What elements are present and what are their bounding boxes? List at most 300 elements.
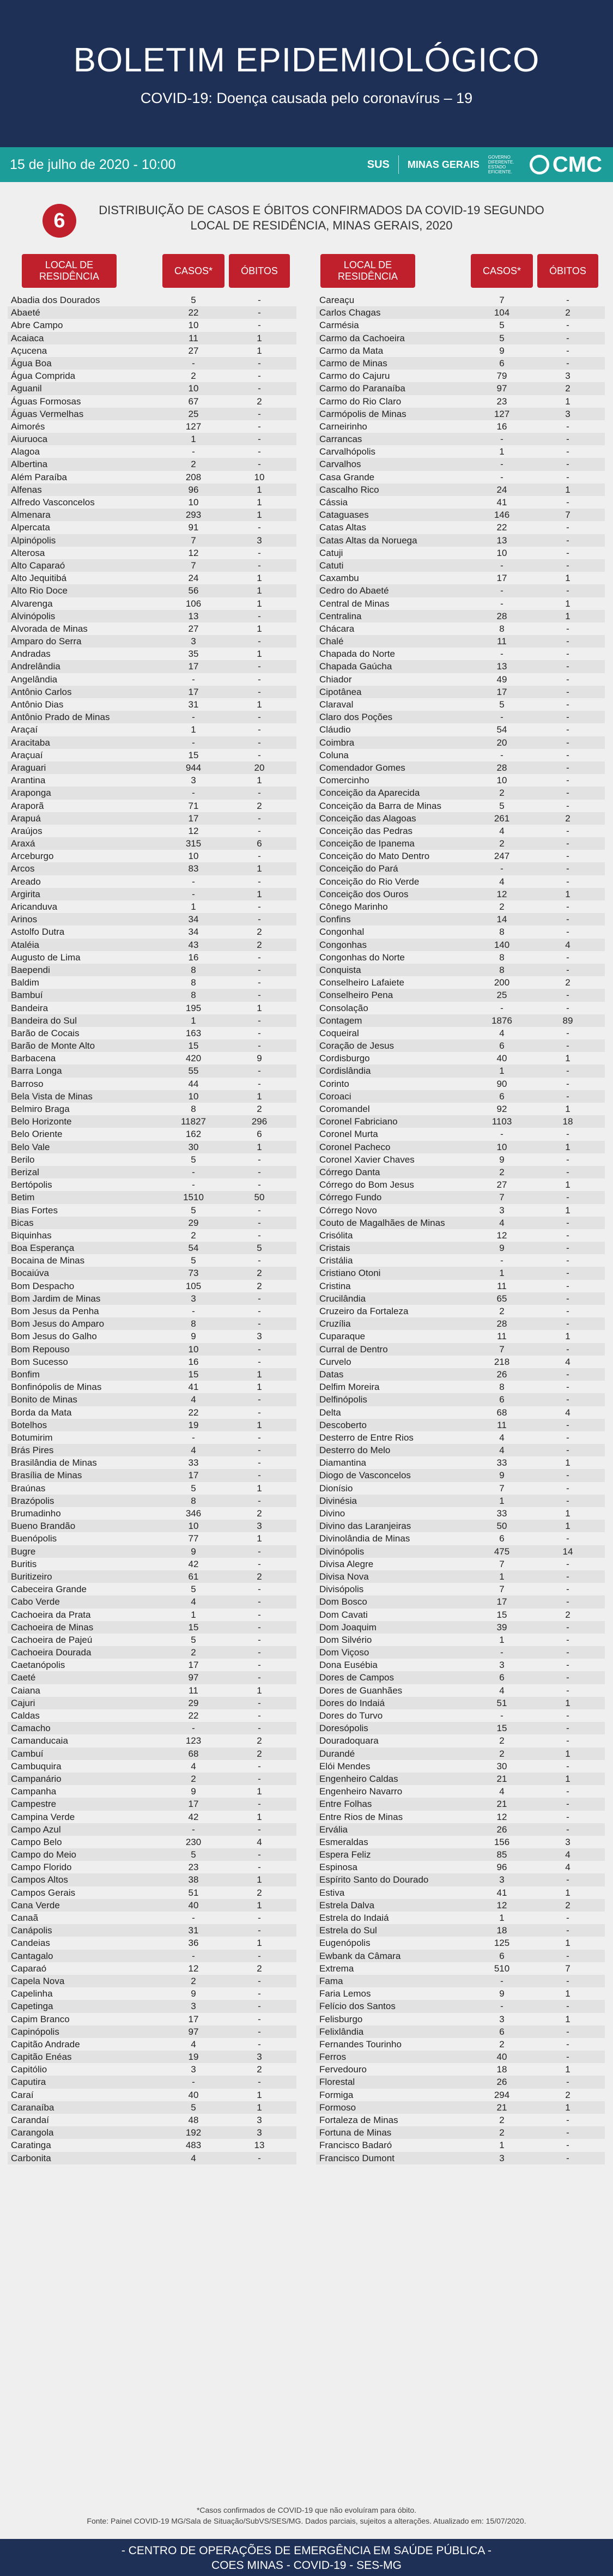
- row-cases: 97: [188, 1672, 199, 1683]
- row-cases: 42: [188, 1558, 199, 1569]
- row-municipality: Almenara: [11, 510, 51, 521]
- row-deaths: -: [258, 1546, 261, 1557]
- row-deaths: 2: [257, 2064, 262, 2075]
- table-row: [316, 1444, 605, 1456]
- row-municipality: Baependi: [11, 964, 50, 975]
- table-row: [8, 837, 296, 850]
- row-municipality: Capinópolis: [11, 2026, 59, 2037]
- row-municipality: Brumadinho: [11, 1508, 61, 1519]
- row-deaths: -: [566, 1799, 569, 1810]
- row-municipality: Delfinópolis: [319, 1394, 367, 1405]
- row-cases: 29: [188, 1217, 199, 1228]
- row-municipality: Carneirinho: [319, 421, 367, 432]
- row-cases: 6: [499, 1533, 505, 1544]
- row-deaths: -: [258, 902, 261, 912]
- row-cases: 8: [191, 1104, 196, 1114]
- row-cases: 33: [188, 1458, 199, 1468]
- row-deaths: -: [258, 383, 261, 394]
- row-municipality: Conceição da Barra de Minas: [319, 800, 441, 811]
- row-deaths: -: [258, 1015, 261, 1026]
- row-cases: 7: [499, 1192, 505, 1203]
- row-deaths: 1: [565, 610, 570, 621]
- row-municipality: Caranaíba: [11, 2102, 54, 2113]
- row-cases: 48: [188, 2115, 199, 2125]
- row-municipality: Baldim: [11, 977, 39, 988]
- table-row: [8, 547, 296, 559]
- table-row: [8, 1431, 296, 1444]
- table-row: [8, 2152, 296, 2164]
- row-cases: 346: [185, 1508, 202, 1519]
- table-row: [316, 382, 605, 395]
- row-deaths: -: [566, 1192, 569, 1203]
- table-row: [8, 1873, 296, 1886]
- row-municipality: Coração de Jesus: [319, 1041, 394, 1051]
- row-deaths: -: [566, 1571, 569, 1582]
- row-deaths: 1: [565, 396, 570, 407]
- row-deaths: 1: [257, 1002, 262, 1013]
- row-municipality: Carmo do Cajuru: [319, 371, 390, 382]
- row-municipality: Brasília de Minas: [11, 1470, 82, 1481]
- table-row: [316, 1734, 605, 1747]
- row-deaths: -: [258, 2077, 261, 2088]
- row-municipality: Cristiano Otoni: [319, 1268, 381, 1279]
- row-municipality: Bom Despacho: [11, 1280, 75, 1291]
- row-cases: 4: [191, 2039, 196, 2049]
- table-row: [316, 1987, 605, 2000]
- table-row: [316, 1456, 605, 1469]
- row-cases: 9: [499, 1988, 505, 1999]
- row-cases: 1: [191, 1015, 196, 1026]
- row-deaths: 2: [257, 396, 262, 407]
- row-cases: 34: [188, 914, 199, 925]
- row-cases: 4: [499, 1445, 505, 1456]
- row-cases: 127: [494, 408, 510, 419]
- row-deaths: -: [258, 1255, 261, 1266]
- table-row: [8, 1153, 296, 1166]
- row-deaths: 4: [257, 1836, 262, 1847]
- row-cases: 42: [188, 1811, 199, 1822]
- row-municipality: Ewbank da Câmara: [319, 1950, 401, 1961]
- table-row: [8, 584, 296, 597]
- row-deaths: -: [566, 1041, 569, 1051]
- table-row: [8, 1722, 296, 1734]
- row-cases: 9: [499, 1154, 505, 1165]
- row-municipality: Fama: [319, 1975, 343, 1986]
- row-cases: 156: [494, 1836, 510, 1847]
- table-row: [316, 1469, 605, 1481]
- table-row: [8, 1987, 296, 2000]
- row-municipality: Bertópolis: [11, 1180, 52, 1190]
- row-deaths: -: [258, 1584, 261, 1595]
- row-cases: 5: [191, 295, 196, 305]
- row-cases: -: [500, 1647, 503, 1658]
- row-deaths: 1: [565, 598, 570, 609]
- row-cases: 19: [188, 2052, 199, 2063]
- row-municipality: Bugre: [11, 1546, 36, 1557]
- table-row: [316, 1747, 605, 1760]
- row-cases: 11: [497, 1331, 507, 1342]
- table-row: [316, 660, 605, 673]
- row-municipality: Águas Formosas: [11, 396, 81, 407]
- row-municipality: Conceição dos Ouros: [319, 888, 409, 899]
- row-municipality: Dom Joaquim: [319, 1622, 377, 1632]
- row-municipality: Divisa Nova: [319, 1571, 369, 1582]
- table-row: [316, 2076, 605, 2088]
- row-cases: 4: [499, 876, 505, 887]
- row-municipality: Formiga: [319, 2089, 354, 2100]
- row-municipality: Cruzeiro da Fortaleza: [319, 1306, 409, 1316]
- row-deaths: -: [258, 1950, 261, 1961]
- row-deaths: 3: [257, 2115, 262, 2125]
- row-cases: 15: [188, 1369, 199, 1380]
- table-row: [316, 1406, 605, 1419]
- row-municipality: Conceição do Mato Dentro: [319, 851, 430, 862]
- row-cases: 43: [188, 939, 199, 950]
- row-cases: 5: [499, 699, 505, 710]
- row-cases: 2: [499, 902, 505, 912]
- row-cases: 17: [188, 1470, 199, 1481]
- row-municipality: Camanducaia: [11, 1736, 68, 1746]
- row-deaths: -: [258, 1078, 261, 1089]
- table-row: [316, 509, 605, 521]
- table-row: [316, 1975, 605, 1987]
- row-cases: 15: [188, 1622, 199, 1632]
- row-deaths: -: [566, 2115, 569, 2125]
- row-deaths: -: [566, 522, 569, 533]
- row-deaths: -: [566, 1950, 569, 1961]
- table-row: [8, 812, 296, 825]
- row-deaths: -: [566, 471, 569, 482]
- row-cases: -: [192, 1824, 195, 1835]
- row-cases: 7: [499, 1584, 505, 1595]
- row-deaths: 1: [565, 1104, 570, 1114]
- row-cases: 8: [191, 1319, 196, 1329]
- row-municipality: Aimorés: [11, 421, 45, 432]
- table-row: [316, 1634, 605, 1646]
- bulletin-subtitle: COVID-19: Doença causada pelo coronavírus – 19: [140, 90, 473, 106]
- row-deaths: -: [566, 2140, 569, 2151]
- table-row: [316, 521, 605, 534]
- row-municipality: Abre Campo: [11, 320, 63, 331]
- row-deaths: -: [258, 1041, 261, 1051]
- row-municipality: Dona Eusébia: [319, 1660, 378, 1671]
- row-municipality: Chapada do Norte: [319, 649, 395, 660]
- row-municipality: Aracitaba: [11, 737, 50, 748]
- row-cases: 195: [185, 1002, 202, 1013]
- row-deaths: -: [258, 1558, 261, 1569]
- row-municipality: Belmiro Braga: [11, 1104, 70, 1114]
- row-municipality: Alterosa: [11, 547, 45, 558]
- row-deaths: -: [566, 724, 569, 735]
- table-row: [8, 1520, 296, 1532]
- table-row: [316, 1128, 605, 1140]
- row-deaths: -: [566, 1432, 569, 1443]
- row-cases: 56: [188, 585, 199, 596]
- row-municipality: Arinos: [11, 914, 38, 925]
- row-deaths: -: [258, 1394, 261, 1405]
- row-deaths: 296: [251, 1116, 268, 1127]
- table-row: [316, 1785, 605, 1798]
- table-row: [8, 1760, 296, 1773]
- row-cases: 104: [494, 307, 510, 318]
- row-municipality: Coronel Fabriciano: [319, 1116, 398, 1127]
- row-municipality: Bocaiúva: [11, 1268, 49, 1279]
- row-deaths: -: [258, 560, 261, 571]
- table-row: [316, 1368, 605, 1381]
- row-deaths: -: [566, 320, 569, 331]
- table-row: [8, 1419, 296, 1431]
- table-row: [316, 635, 605, 648]
- table-row: [316, 1760, 605, 1773]
- table-row: [316, 1242, 605, 1254]
- row-cases: 2: [499, 2039, 505, 2049]
- table-row: [8, 1975, 296, 1987]
- row-deaths: 1: [565, 1773, 570, 1784]
- row-cases: 6: [499, 2026, 505, 2037]
- row-deaths: 3: [257, 1521, 262, 1532]
- left-header-deaths: ÓBITOS: [229, 254, 290, 288]
- row-municipality: Abadia dos Dourados: [11, 295, 100, 305]
- row-municipality: Conceição das Pedras: [319, 825, 413, 836]
- row-cases: 1: [499, 2140, 505, 2151]
- table-row: [8, 559, 296, 572]
- row-cases: 20: [496, 737, 507, 748]
- row-municipality: Barra Longa: [11, 1066, 62, 1077]
- row-deaths: -: [566, 547, 569, 558]
- row-municipality: Dom Viçoso: [319, 1647, 369, 1658]
- row-deaths: -: [566, 788, 569, 799]
- table-row: [8, 382, 296, 395]
- row-cases: 25: [496, 990, 507, 1001]
- row-cases: 5: [191, 1584, 196, 1595]
- row-deaths: -: [258, 914, 261, 925]
- table-row: [316, 1267, 605, 1279]
- table-row: [8, 1103, 296, 1115]
- row-deaths: -: [566, 1445, 569, 1456]
- table-row: [316, 1393, 605, 1406]
- row-municipality: Divinésia: [319, 1495, 357, 1506]
- table-row: [8, 1343, 296, 1356]
- date-bar: [0, 147, 613, 182]
- row-municipality: Consolação: [319, 1002, 368, 1013]
- row-municipality: Capela Nova: [11, 1975, 65, 1986]
- row-deaths: -: [566, 1280, 569, 1291]
- row-municipality: Capitão Andrade: [11, 2039, 80, 2049]
- row-cases: 420: [185, 1053, 202, 1064]
- table-row: [316, 597, 605, 610]
- row-municipality: Aricanduva: [11, 902, 58, 912]
- table-row: [316, 1570, 605, 1583]
- table-row: [316, 875, 605, 888]
- row-cases: 3: [191, 2001, 196, 2012]
- row-cases: -: [500, 863, 503, 874]
- row-deaths: -: [566, 1166, 569, 1177]
- table-row: [8, 1861, 296, 1873]
- row-deaths: -: [258, 434, 261, 445]
- table-row: [316, 749, 605, 761]
- row-deaths: -: [258, 459, 261, 470]
- row-cases: 10: [188, 1344, 199, 1354]
- row-municipality: Betim: [11, 1192, 35, 1203]
- row-cases: 7: [191, 560, 196, 571]
- right-header-local: LOCAL DE RESIDÊNCIA: [320, 254, 415, 288]
- row-municipality: Francisco Badaró: [319, 2140, 392, 2151]
- row-deaths: -: [566, 1293, 569, 1304]
- row-deaths: -: [566, 737, 569, 748]
- row-municipality: Cruzília: [319, 1319, 351, 1329]
- row-cases: 2: [499, 1166, 505, 1177]
- row-deaths: -: [566, 851, 569, 862]
- table-row: [8, 1090, 296, 1103]
- row-municipality: Bueno Brandão: [11, 1521, 76, 1532]
- row-cases: 127: [185, 421, 202, 432]
- row-cases: 2: [191, 1975, 196, 1986]
- table-row: [8, 1545, 296, 1558]
- table-row: [316, 2139, 605, 2151]
- row-cases: 4: [191, 2152, 196, 2163]
- footnote-source: Fonte: Painel COVID-19 MG/Sala de Situação/SubVS/SES/MG. Dados parciais, sujeitos a alterações. Atualizado em: 15/07/2020.: [87, 2517, 526, 2525]
- table-row: [316, 1065, 605, 1077]
- row-cases: 7: [499, 1558, 505, 1569]
- row-deaths: 2: [257, 1104, 262, 1114]
- row-cases: -: [192, 788, 195, 799]
- row-deaths: -: [258, 851, 261, 862]
- footnotes: [0, 2505, 613, 2526]
- row-municipality: Congonhal: [319, 927, 365, 938]
- table-row: [8, 964, 296, 976]
- table-row: [316, 1697, 605, 1709]
- row-deaths: -: [566, 1874, 569, 1885]
- row-municipality: Araporã: [11, 800, 44, 811]
- row-municipality: Córrego Novo: [319, 1205, 377, 1216]
- table-row: [316, 1217, 605, 1229]
- row-municipality: Formoso: [319, 2102, 356, 2113]
- row-deaths: -: [566, 1723, 569, 1734]
- row-deaths: -: [566, 712, 569, 723]
- table-row: [8, 471, 296, 483]
- table-row: [8, 2139, 296, 2151]
- row-municipality: Corinto: [319, 1078, 349, 1089]
- row-municipality: Arcos: [11, 863, 35, 874]
- table-row: [8, 572, 296, 584]
- row-deaths: -: [566, 1634, 569, 1645]
- row-municipality: Conceição das Alagoas: [319, 813, 416, 824]
- row-cases: 2: [191, 371, 196, 382]
- row-deaths: -: [566, 421, 569, 432]
- row-cases: 27: [188, 345, 199, 356]
- row-deaths: 1: [565, 1938, 570, 1949]
- footer-line-2: COES MINAS - COVID-19 - SES-MG: [211, 2559, 402, 2572]
- row-municipality: Diogo de Vasconcelos: [319, 1470, 411, 1481]
- row-deaths: 1: [257, 2102, 262, 2113]
- row-deaths: -: [566, 1913, 569, 1923]
- table-row: [8, 1482, 296, 1495]
- table-row: [8, 660, 296, 673]
- table-row: [316, 395, 605, 408]
- table-row: [316, 1924, 605, 1937]
- row-municipality: Cana Verde: [11, 1900, 60, 1910]
- row-cases: 9: [191, 1786, 196, 1797]
- row-cases: 218: [494, 1356, 510, 1367]
- row-municipality: Dionísio: [319, 1483, 353, 1493]
- left-table: [8, 294, 296, 2164]
- table-row: [8, 1886, 296, 1899]
- row-municipality: Buritizeiro: [11, 1571, 52, 1582]
- table-row: [8, 1532, 296, 1545]
- table-row: [316, 1507, 605, 1520]
- row-deaths: -: [566, 2001, 569, 2012]
- row-cases: 36: [188, 1938, 199, 1949]
- row-municipality: Faria Lemos: [319, 1988, 371, 1999]
- row-deaths: 1: [257, 699, 262, 710]
- row-cases: 83: [188, 863, 199, 874]
- row-deaths: -: [258, 1773, 261, 1784]
- row-municipality: Congonhas: [319, 939, 367, 950]
- row-municipality: Estrela do Indaiá: [319, 1913, 389, 1923]
- row-cases: 51: [188, 1887, 199, 1898]
- row-deaths: 2: [257, 1887, 262, 1898]
- table-row: [8, 2089, 296, 2101]
- table-row: [8, 458, 296, 470]
- table-row: [316, 837, 605, 850]
- row-deaths: -: [566, 1344, 569, 1354]
- row-municipality: Capitão Enéas: [11, 2052, 72, 2063]
- row-deaths: -: [258, 1205, 261, 1216]
- section-number-badge: 6: [43, 204, 76, 238]
- row-deaths: 2: [257, 1280, 262, 1291]
- row-deaths: 2: [565, 307, 570, 318]
- row-cases: 16: [188, 1356, 199, 1367]
- row-deaths: 1: [257, 1091, 262, 1102]
- row-deaths: 1: [257, 573, 262, 584]
- row-cases: 23: [496, 396, 507, 407]
- row-deaths: -: [258, 2013, 261, 2024]
- row-deaths: -: [258, 1862, 261, 1873]
- row-deaths: 7: [565, 510, 570, 521]
- row-deaths: -: [258, 1356, 261, 1367]
- row-deaths: 1: [257, 1811, 262, 1822]
- row-municipality: Andradas: [11, 649, 51, 660]
- row-cases: -: [192, 1166, 195, 1177]
- row-municipality: Curvelo: [319, 1356, 351, 1367]
- table-row: [316, 1431, 605, 1444]
- row-cases: 3: [191, 636, 196, 647]
- table-row: [8, 913, 296, 926]
- row-cases: 8: [191, 990, 196, 1001]
- table-row: [316, 1886, 605, 1899]
- row-municipality: Dom Silvério: [319, 1634, 372, 1645]
- table-row: [8, 711, 296, 723]
- table-row: [316, 761, 605, 774]
- row-deaths: -: [566, 1217, 569, 1228]
- row-municipality: Cordislândia: [319, 1066, 371, 1077]
- row-deaths: -: [258, 1293, 261, 1304]
- row-deaths: -: [258, 636, 261, 647]
- row-cases: 200: [494, 977, 510, 988]
- row-deaths: -: [258, 749, 261, 760]
- table-row: [316, 686, 605, 698]
- row-cases: 79: [496, 371, 507, 382]
- row-municipality: Córrego do Bom Jesus: [319, 1180, 414, 1190]
- row-cases: 5: [191, 1154, 196, 1165]
- row-cases: 1: [191, 434, 196, 445]
- table-row: [8, 888, 296, 900]
- row-cases: 10: [188, 1091, 199, 1102]
- table-row: [316, 850, 605, 862]
- row-deaths: 2: [257, 1268, 262, 1279]
- row-deaths: 50: [254, 1192, 265, 1203]
- row-deaths: -: [566, 876, 569, 887]
